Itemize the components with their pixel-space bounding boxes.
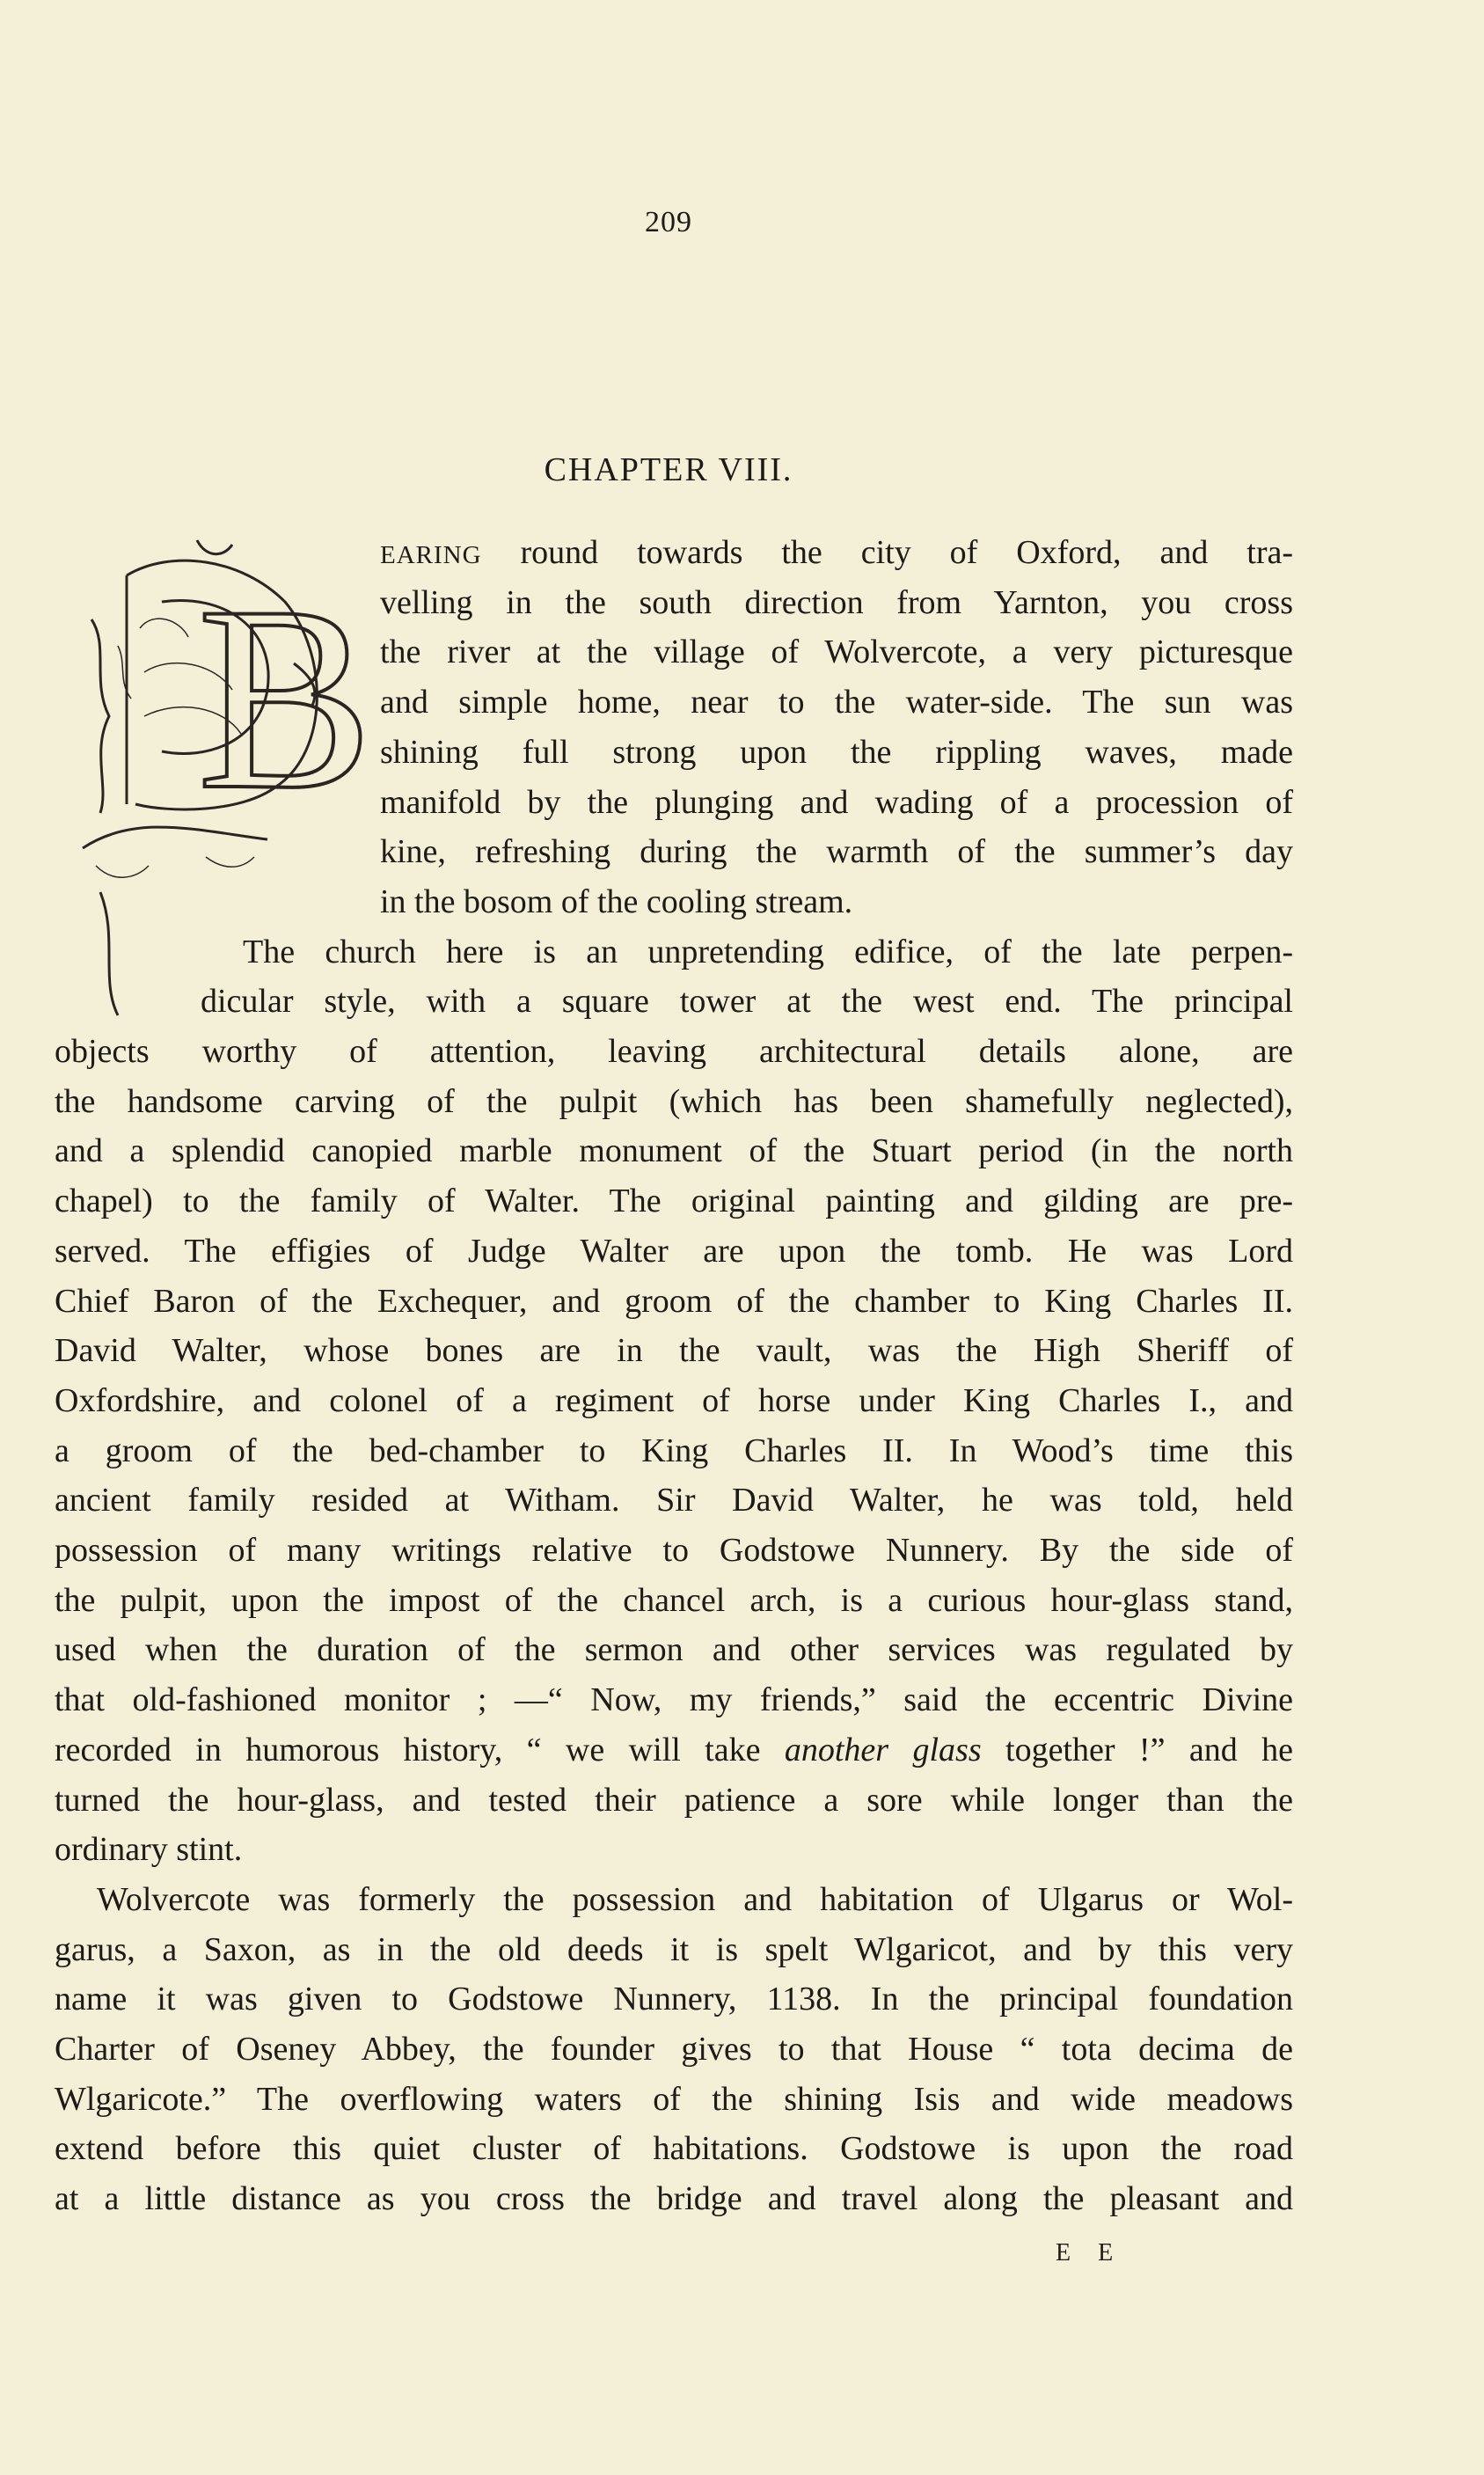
line-text: The church here is an unpretending edifice, of the late perpen- xyxy=(243,933,1293,970)
line-text: ordinary stint. xyxy=(55,1831,243,1869)
text-line xyxy=(55,1576,1293,1625)
text-line xyxy=(380,677,1293,727)
text-line xyxy=(55,1426,1293,1475)
text-line xyxy=(55,1176,1293,1226)
line-text: recorded in humorous history, “ we will take xyxy=(55,1731,785,1768)
line-text: and a splendid canopied marble monument of the Stuart period (in the north xyxy=(55,1132,1293,1170)
italic-text: another glass xyxy=(784,1731,982,1768)
text-line xyxy=(55,1725,1293,1775)
line-text: served. The effigies of Judge Walter are upon the tomb. He was Lord xyxy=(55,1232,1293,1270)
text-line xyxy=(55,1326,1293,1375)
text-line xyxy=(55,1825,1293,1874)
text-line xyxy=(380,528,1293,577)
line-text: in the bosom of the cooling stream. xyxy=(380,882,853,920)
line-text: chapel) to the family of Walter. The original painting and gilding are pre- xyxy=(55,1183,1293,1220)
text-line xyxy=(55,1376,1293,1425)
line-text: used when the duration of the sermon and other services was regulated by xyxy=(55,1631,1293,1669)
line-text: a groom of the bed-chamber to King Charles II. In Wood’s time this xyxy=(55,1432,1293,1469)
catchword: E E xyxy=(1056,2239,1124,2266)
drop-cap-letter: B xyxy=(197,552,374,844)
text-line xyxy=(55,2075,1293,2124)
text-line xyxy=(55,1974,1293,2024)
line-text: that old-fashioned monitor ; —“ Now, my friends,” said the eccentric Divine xyxy=(55,1681,1293,1719)
text-line xyxy=(201,977,1293,1026)
line-text: Chief Baron of the Exchequer, and groom of the chamber to King Charles II. xyxy=(55,1282,1293,1320)
text-line xyxy=(380,627,1293,677)
text-line xyxy=(55,1126,1293,1175)
line-text: round towards the city of Oxford, and tra- xyxy=(481,534,1293,571)
text-line xyxy=(55,1625,1293,1674)
line-text: manifold by the plunging and wading of a procession of xyxy=(380,783,1293,821)
line-text: extend before this quiet cluster of habitations. Godstowe is upon the road xyxy=(55,2130,1293,2168)
line-text: name it was given to Godstowe Nunnery, 1138. In the principal foundation xyxy=(55,1981,1293,2018)
line-text: and simple home, near to the water-side. The sun was xyxy=(380,684,1293,721)
line-text: Oxfordshire, and colonel of a regiment of horse under King Charles I., and xyxy=(55,1381,1293,1419)
text-line xyxy=(55,2025,1293,2074)
text-line xyxy=(55,1077,1293,1126)
text-line xyxy=(55,1526,1293,1575)
text-line xyxy=(380,728,1293,777)
line-text: Wlgaricote.” The overflowing waters of the shining Isis and wide meadows xyxy=(55,2080,1293,2118)
text-line xyxy=(380,578,1293,627)
line-text: garus, a Saxon, as in the old deeds it is spelt Wlgaricot, and by this very xyxy=(55,1930,1293,1968)
line-text: velling in the south direction from Yarnton, you cross xyxy=(380,583,1293,621)
initial-word: EARING xyxy=(380,541,482,569)
text-line xyxy=(55,2124,1293,2173)
text-line xyxy=(243,927,1293,977)
text-line xyxy=(97,1875,1293,1924)
line-text: turned the hour-glass, and tested their patience a sore while longer than the xyxy=(55,1781,1293,1819)
text-line xyxy=(380,778,1293,827)
text-line xyxy=(55,2174,1293,2223)
text-line xyxy=(55,1776,1293,1825)
chapter-title: CHAPTER VIII. xyxy=(544,451,793,488)
text-line xyxy=(55,1475,1293,1525)
line-text: shining full strong upon the rippling waves, made xyxy=(380,733,1293,771)
line-text: Charter of Oseney Abbey, the founder gives to that House “ tota decima de xyxy=(55,2031,1293,2068)
text-line xyxy=(55,1925,1293,1974)
text-line xyxy=(380,877,1293,926)
text-line xyxy=(380,827,1293,876)
line-text: Wolvercote was formerly the possession and habitation of Ulgarus or Wol- xyxy=(97,1880,1293,1918)
line-text: the river at the village of Wolvercote, a very picturesque xyxy=(380,633,1293,671)
line-text: the pulpit, upon the impost of the chancel arch, is a curious hour-glass stand, xyxy=(55,1581,1293,1619)
line-text: at a little distance as you cross the bridge and travel along the pleasant and xyxy=(55,2180,1293,2218)
text-line xyxy=(55,1277,1293,1326)
line-text: ancient family resided at Witham. Sir David Walter, he was told, held xyxy=(55,1482,1293,1519)
text-line xyxy=(55,1675,1293,1724)
page-number: 209 xyxy=(645,206,692,238)
line-text: David Walter, whose bones are in the vault, was the High Sheriff of xyxy=(55,1332,1293,1370)
line-text: the handsome carving of the pulpit (which has been shamefully neglected), xyxy=(55,1082,1293,1120)
line-text: objects worthy of attention, leaving architectural details alone, are xyxy=(55,1033,1293,1070)
text-line xyxy=(55,1027,1293,1076)
line-text: kine, refreshing during the warmth of the summer’s day xyxy=(380,833,1293,871)
line-text: possession of many writings relative to Godstowe Nunnery. By the side of xyxy=(55,1532,1293,1569)
line-text: dicular style, with a square tower at the west end. The principal xyxy=(201,983,1293,1021)
line-text-tail: together !” and he xyxy=(981,1731,1293,1768)
text-line xyxy=(55,1227,1293,1276)
